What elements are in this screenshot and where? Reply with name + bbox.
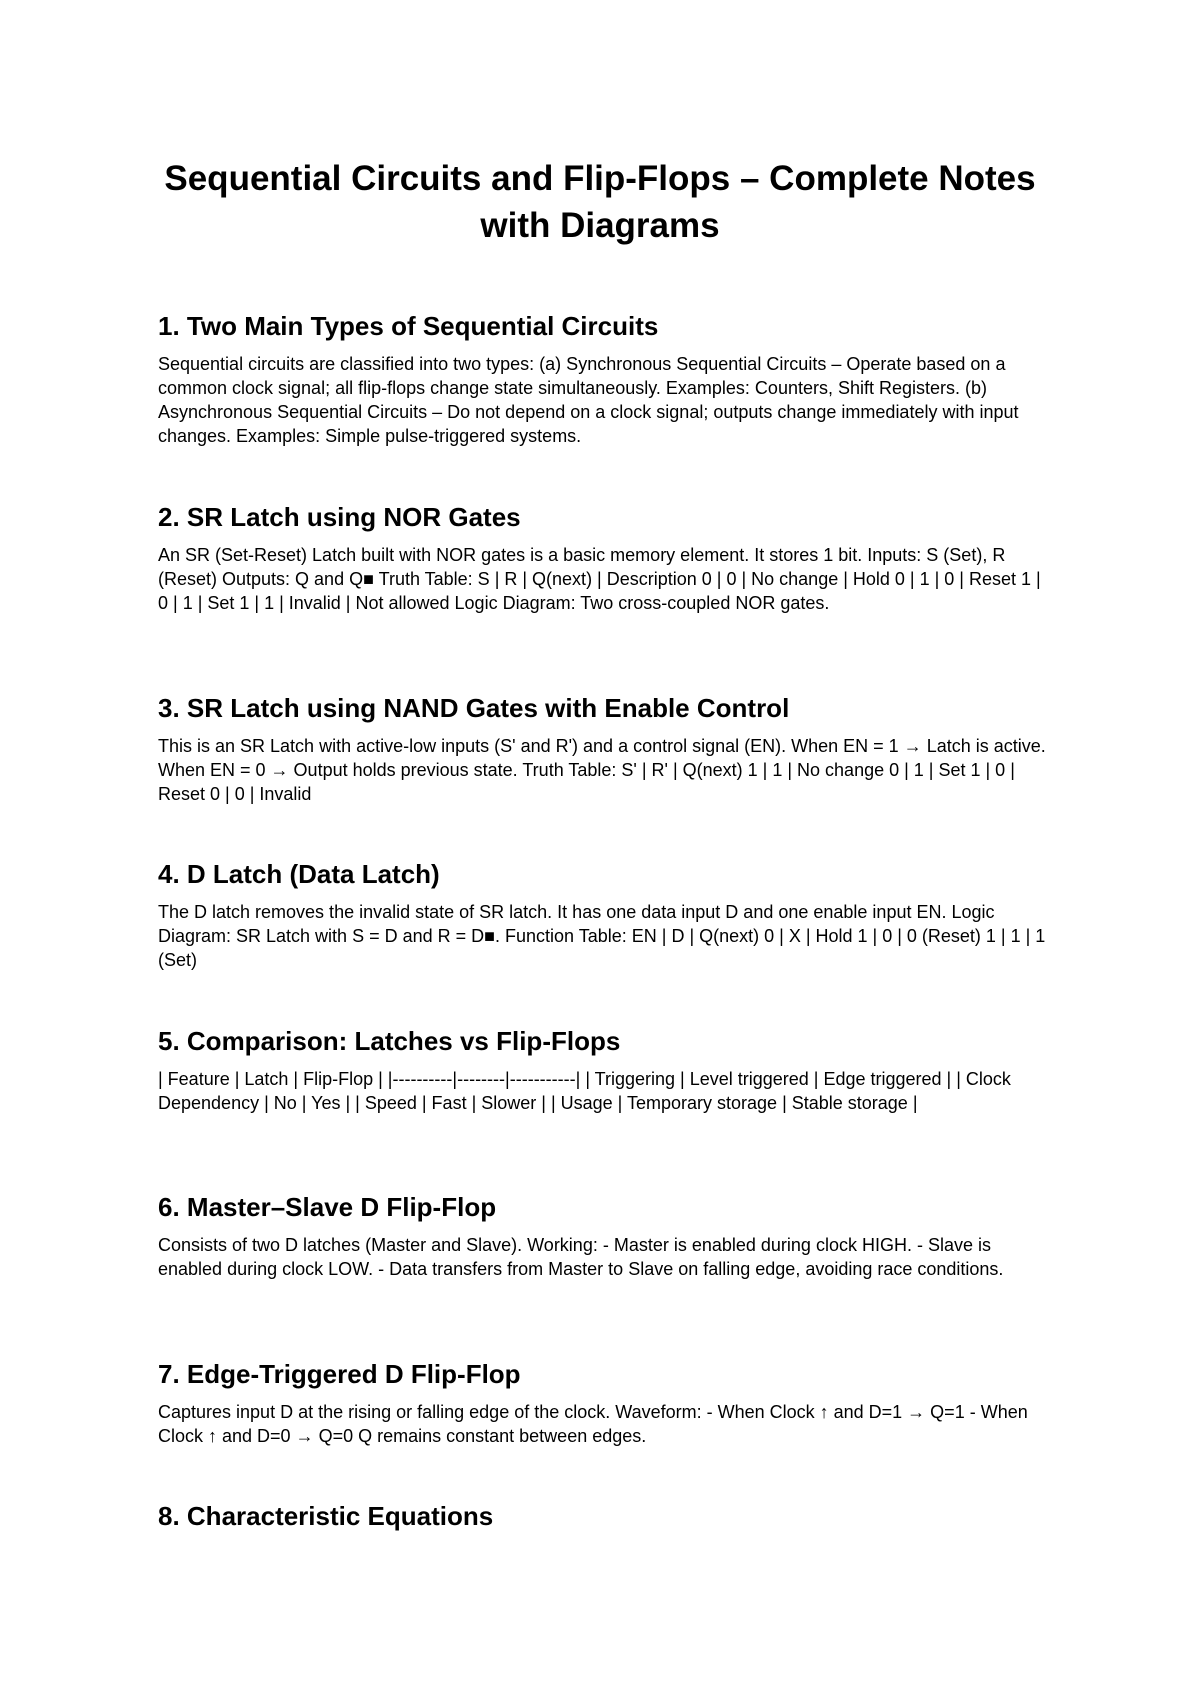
section-body: Consists of two D latches (Master and Slave). Working: - Master is enabled during clock HIGH. - Slave is enabled during clock LOW. - Data transfers from Master to Slave on falling edge, avoiding race conditions.: [158, 1235, 1004, 1279]
section-d-latch: [158, 858, 1050, 972]
document-title: Sequential Circuits and Flip-Flops – Complete Notes with Diagrams: [164, 159, 1036, 245]
section-heading: 7. Edge-Triggered D Flip-Flop: [158, 1359, 521, 1389]
section-body: Captures input D at the rising or falling edge of the clock. Waveform: - When Clock ↑ and D=1 → Q=1 - When Clock ↑ and D=0 → Q=0 Q remains constant between edges.: [158, 1402, 1028, 1446]
section-body: Sequential circuits are classified into two types: (a) Synchronous Sequential Circuits – Operate based on a common clock signal; all flip-flops change state simultaneously. Examples: Counters, Shift Registers. (b) Asynchronous Sequential Circuits – Do not depend on a clock signal; outputs change immediately with input changes. Examples: Simple pulse-triggered systems.: [158, 354, 1019, 446]
section-sr-latch-nand: [158, 692, 1050, 806]
section-characteristic-equations: [158, 1500, 1050, 1532]
section-comparison: [158, 1025, 1050, 1115]
section-body: This is an SR Latch with active-low inputs (S' and R') and a control signal (EN). When EN = 1 → Latch is active. When EN = 0 → Output holds previous state. Truth Table: S' | R' | Q(next) 1 | 1 | No change 0 | 1 | Set 1 | 0 | Reset 0 | 0 | Invalid: [158, 736, 1046, 804]
section-body: The D latch removes the invalid state of SR latch. It has one data input D and one enable input EN. Logic Diagram: SR Latch with S = D and R = D■. Function Table: EN | D | Q(next) 0 | X | Hold 1 | 0 | 0 (Reset) 1 | 1 | 1 (Set): [158, 902, 1046, 970]
section-heading: 1. Two Main Types of Sequential Circuits: [158, 311, 659, 341]
section-sequential-types: [158, 310, 1050, 448]
section-heading: 2. SR Latch using NOR Gates: [158, 502, 521, 532]
section-body: An SR (Set-Reset) Latch built with NOR gates is a basic memory element. It stores 1 bit. Inputs: S (Set), R (Reset) Outputs: Q and Q■ Truth Table: S | R | Q(next) | Description 0 | 0 | No change | Hold 0 | 1 | 0 | Reset 1 | 0 | 1 | Set 1 | 1 | Invalid | Not allowed Logic Diagram: Two cross-coupled NOR gates.: [158, 545, 1041, 613]
section-body: | Feature | Latch | Flip-Flop | |----------|--------|-----------| | Triggering | Level triggered | Edge triggered | | Clock Dependency | No | Yes | | Speed | Fast | Slower | | Usage | Temporary storage | Stable storage |: [158, 1069, 1011, 1113]
section-master-slave: [158, 1191, 1050, 1281]
section-heading: 3. SR Latch using NAND Gates with Enable Control: [158, 693, 790, 723]
section-sr-latch-nor: [158, 501, 1050, 615]
section-heading: 8. Characteristic Equations: [158, 1501, 494, 1531]
section-edge-triggered: [158, 1358, 1050, 1448]
section-heading: 5. Comparison: Latches vs Flip-Flops: [158, 1026, 621, 1056]
section-heading: 6. Master–Slave D Flip-Flop: [158, 1192, 497, 1222]
section-heading: 4. D Latch (Data Latch): [158, 859, 440, 889]
